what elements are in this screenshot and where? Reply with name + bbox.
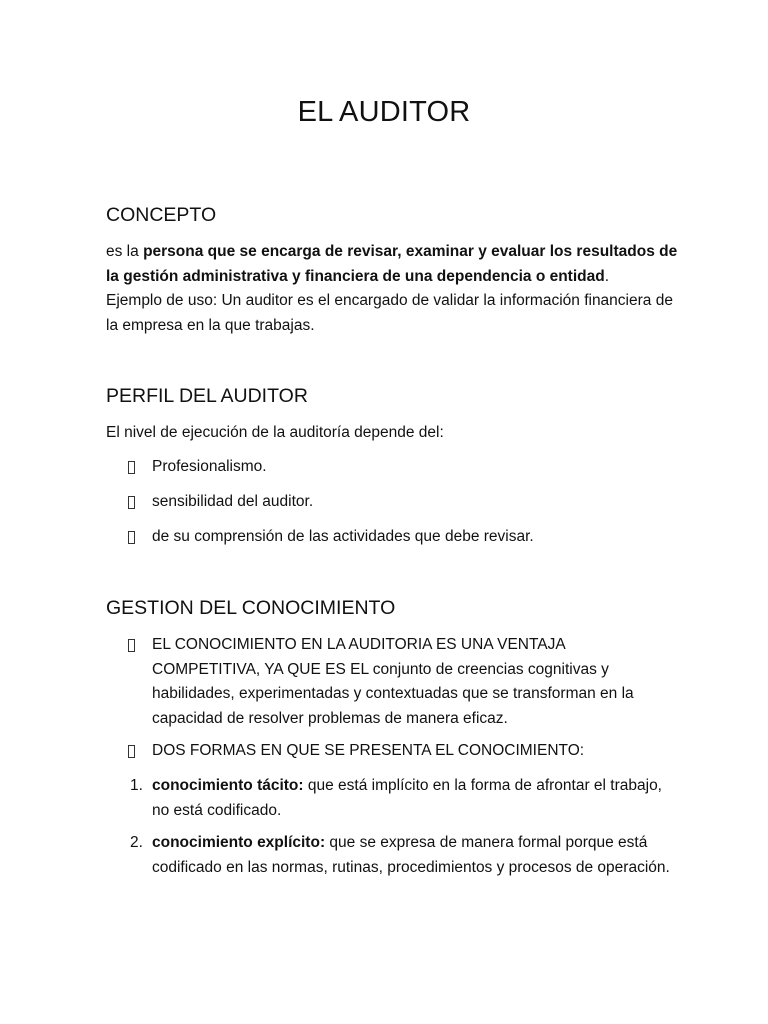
gestion-bullet-item [106,739,686,764]
perfil-intro: El nivel de ejecución de la auditoría depende del: [106,424,444,441]
item-description: que se expresa de manera formal porque está codificado en las normas, rutinas, procedimientos y procesos de operación. [152,834,670,876]
numbered-item [106,774,686,823]
concepto-definition: persona que se encarga de revisar, examinar y evaluar los resultados de la gestión administrativa y financiera de una dependencia o entidad [106,243,678,285]
item-text [152,774,672,823]
item-number: 2. [130,834,143,851]
bullet-marker-icon [128,490,142,519]
perfil-bullet-text: de su comprensión de las actividades que debe revisar. [152,528,534,545]
bullet-marker-icon [128,455,142,484]
perfil-bullet-item [106,455,686,480]
bullet-marker-icon [128,633,142,662]
concepto-intro: es la [106,243,144,260]
item-description: que está implícito en la forma de afrontar el trabajo, no está codificado. [152,777,662,819]
gestion-heading: GESTION DEL CONOCIMIENTO [106,597,396,619]
document-title: EL AUDITOR [297,96,471,128]
perfil-heading: PERFIL DEL AUDITOR [106,385,308,407]
concepto-heading: CONCEPTO [106,204,217,226]
item-term: conocimiento tácito: [152,777,304,794]
item-text [152,831,672,880]
gestion-bullet-text: EL CONOCIMIENTO EN LA AUDITORIA ES UNA VENTAJA COMPETITIVA, YA QUE ES EL conjunto de creencias cognitivas y habilidades, experimentadas y contextuadas que se transforman en la capacidad de resolver problemas de manera eficaz. [152,636,634,727]
numbered-item [106,831,686,880]
bullet-marker-icon [128,525,142,554]
bullet-marker-icon [128,739,142,768]
item-term: conocimiento explícito: [152,834,326,851]
gestion-bullet-item [106,633,686,731]
concepto-period: . [604,267,610,285]
perfil-bullet-item [106,490,686,515]
perfil-bullet-text: sensibilidad del auditor. [152,493,314,510]
perfil-bullet-text: Profesionalismo. [152,458,267,475]
gestion-bullet-text: DOS FORMAS EN QUE SE PRESENTA EL CONOCIMIENTO: [152,742,585,759]
item-number: 1. [130,777,143,794]
concepto-paragraph [106,240,686,338]
perfil-bullet-item [106,525,686,550]
concepto-example: Ejemplo de uso: Un auditor es el encargado de validar la información financiera de la empresa en la que trabajas. [106,292,673,334]
